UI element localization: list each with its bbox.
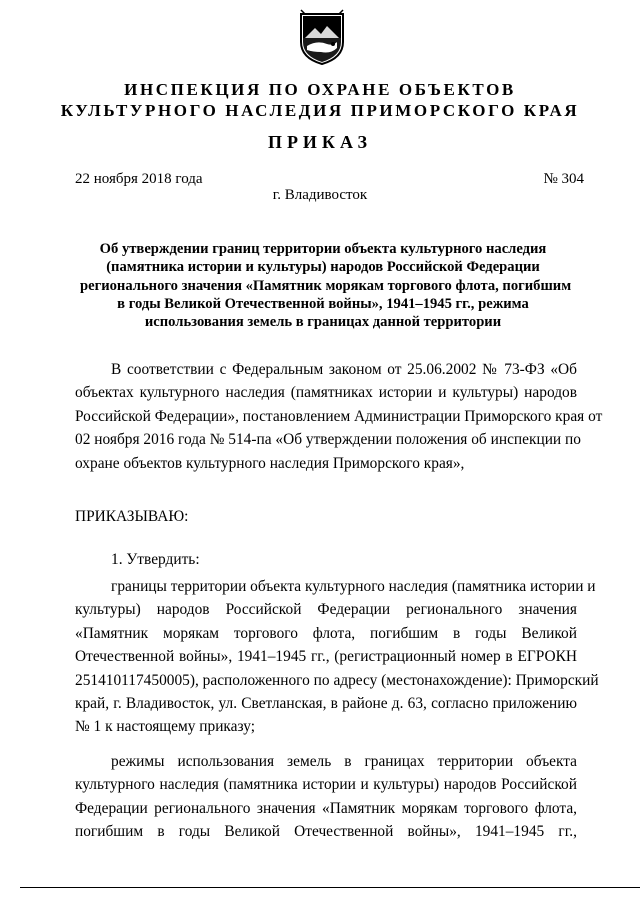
rules-paragraph: [75, 750, 577, 844]
primorye-coat-of-arms-icon: [297, 8, 347, 66]
subject-line: использования земель в границах данной территории: [144, 314, 502, 331]
document-number: № 304: [543, 171, 584, 187]
borders-line: границы территории объекта культурного наследия (памятника истории и: [111, 578, 596, 595]
rules-line: режимы использования земель в границах территории объекта: [111, 753, 577, 770]
borders-paragraph: [75, 575, 599, 739]
document-subject: [80, 240, 572, 331]
orders-word: ПРИКАЗЫВАЮ:: [75, 508, 189, 525]
borders-line: 251410117450005), расположенного по адресу (местонахождение): Приморский: [75, 671, 599, 689]
basis-paragraph: [75, 358, 603, 475]
borders-line: «Памятник морякам торгового флота, погибшим в годы Великой: [75, 624, 577, 642]
agency-name-line2: КУЛЬТУРНОГО НАСЛЕДИЯ ПРИМОРСКОГО КРАЯ: [60, 101, 580, 120]
rules-line: культурного наследия (памятника истории и культуры) народов Российской: [75, 776, 577, 794]
subject-line: Об утверждении границ территории объекта культурного наследия: [99, 241, 547, 257]
document-date: 22 ноября 2018 года: [75, 171, 203, 187]
rules-line: погибшим в годы Великой Отечественной войны», 1941–1945 гг.,: [75, 823, 577, 841]
basis-line: Российской Федерации», постановлением Администрации Приморского края от: [75, 407, 603, 425]
borders-line: культуры) народов Российской Федерации регионального значения: [75, 601, 577, 619]
basis-line: 02 ноября 2016 года № 514-па «Об утверждении положения об инспекции по: [75, 431, 581, 449]
document-type: ПРИКАЗ: [267, 132, 373, 152]
borders-line: № 1 к настоящему приказу;: [75, 718, 256, 736]
subject-line: (памятника истории и культуры) народов Российской Федерации: [106, 259, 540, 276]
agency-name-line1: ИНСПЕКЦИЯ ПО ОХРАНЕ ОБЪЕКТОВ: [124, 80, 516, 99]
basis-line: охране объектов культурного наследия Приморского края»,: [75, 454, 465, 472]
subject-line: регионального значения «Памятник морякам торгового флота, погибшим: [80, 277, 572, 294]
borders-line: край, г. Владивосток, ул. Светланская, в районе д. 63, согласно приложению: [75, 695, 577, 713]
item-1-heading: 1. Утвердить:: [111, 551, 200, 568]
page-bottom-divider: [20, 887, 640, 888]
subject-line: в годы Великой Отечественной войны», 1941–1945 гг., режима: [117, 295, 529, 312]
basis-line: В соответствии с Федеральным законом от 25.06.2002 № 73-ФЗ «Об: [111, 361, 577, 378]
document-city: г. Владивосток: [272, 187, 368, 203]
borders-line: Отечественной войны», 1941–1945 гг., (регистрационный номер в ЕГРОКН: [75, 648, 577, 666]
rules-line: Федерации регионального значения «Памятник морякам торгового флота,: [75, 799, 577, 817]
basis-line: объектах культурного наследия (памятниках истории и культуры) народов: [75, 384, 577, 402]
